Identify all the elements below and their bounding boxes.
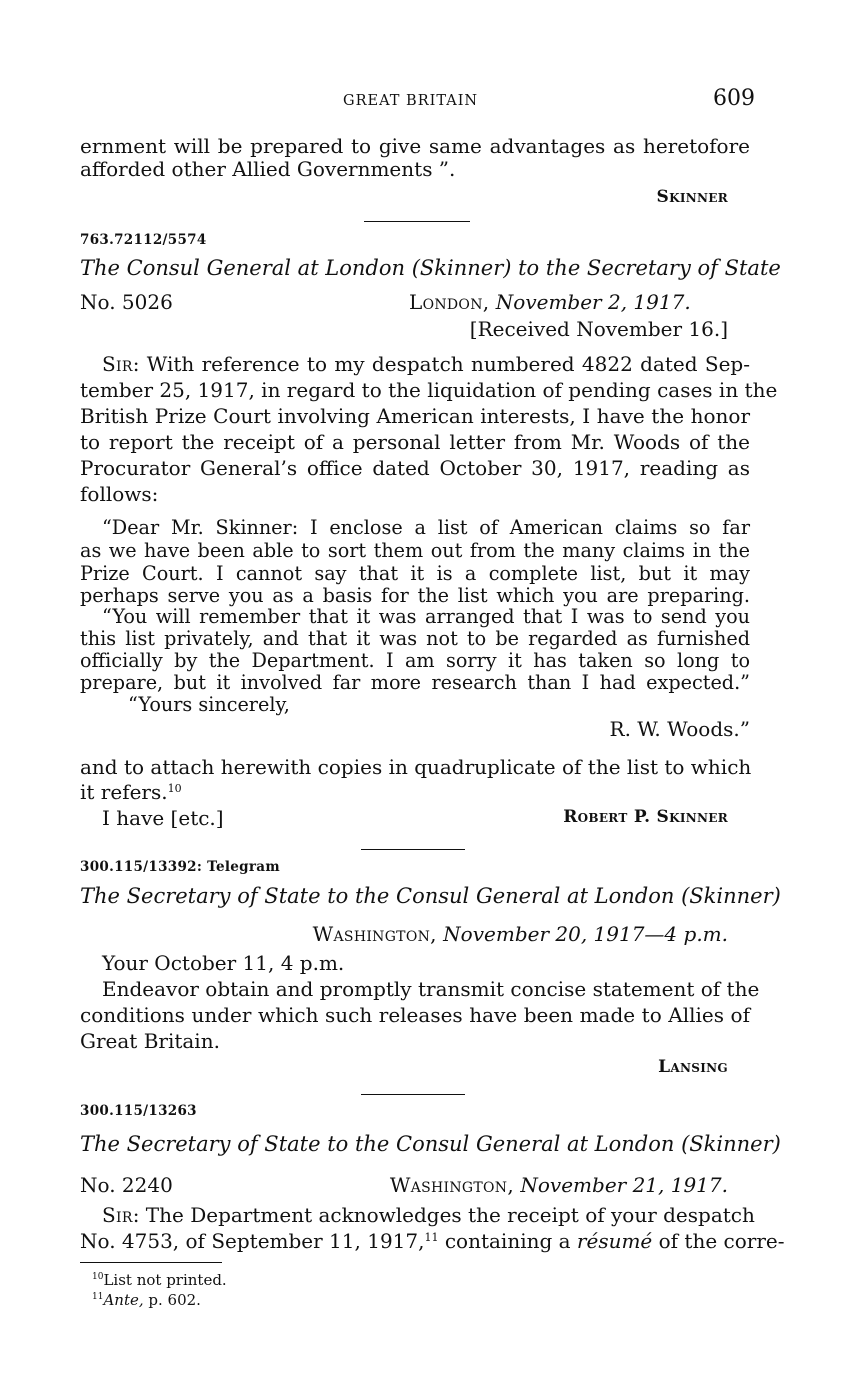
paragraph-text: No. 4753, of September 11, 1917, xyxy=(80,1229,425,1253)
document-heading: The Consul General at London (Skinner) to the Secretary of State xyxy=(80,256,781,280)
quote-line: as we have been able to sort them out from the many claims in the xyxy=(80,539,750,562)
document-heading: The Secretary of State to the Consul General at London (Skinner) xyxy=(80,1132,781,1156)
paragraph-text: of the corre- xyxy=(652,1229,785,1253)
footnote-mark: 10 xyxy=(92,1272,104,1282)
paragraph-line: to report the receipt of a personal letter from Mr. Woods of the xyxy=(80,430,750,454)
footnote-italic: Ante, xyxy=(103,1291,144,1309)
quote-line: “Yours sincerely, xyxy=(128,693,290,716)
paragraph-line: and to attach herewith copies in quadruplicate of the list to which xyxy=(80,755,752,779)
quote-line: “You will remember that it was arranged that I was to send you xyxy=(102,605,750,628)
dateline xyxy=(313,922,728,946)
dateline-date: November 21, 1917. xyxy=(520,1173,728,1197)
footnote-text: List not printed. xyxy=(103,1271,227,1289)
dateline-date: November 2, 1917. xyxy=(495,290,691,314)
signature: Skinner xyxy=(656,187,728,207)
footnote-text: p. 602. xyxy=(143,1291,201,1309)
file-number-suffix: : Telegram xyxy=(196,859,280,875)
quote-line: prepare, but it involved far more research than I had expected.” xyxy=(80,671,750,694)
closing-phrase: I have [etc.] xyxy=(102,806,224,830)
footnote-ref: 10 xyxy=(167,782,182,795)
file-number-text: 300.115/13392 xyxy=(80,859,197,875)
paragraph-line: Procurator General’s office dated October 30, 1917, reading as xyxy=(80,456,750,480)
paragraph-line: Endeavor obtain and promptly transmit concise statement of the xyxy=(102,977,760,1001)
telegram-reference: Your October 11, 4 p.m. xyxy=(102,951,345,975)
dateline-place: Washington, xyxy=(312,922,437,946)
running-head-title: GREAT BRITAIN xyxy=(343,93,479,109)
paragraph-line: follows: xyxy=(80,482,159,506)
footnote-rule xyxy=(80,1262,222,1263)
footnote-mark: 11 xyxy=(92,1292,104,1302)
despatch-number: No. 5026 xyxy=(80,290,173,314)
footnote xyxy=(92,1291,201,1309)
paragraph-line: conditions under which such releases have been made to Allies of xyxy=(80,1003,750,1027)
paragraph-line xyxy=(80,780,182,804)
file-number: 763.72112/5574 xyxy=(80,232,207,248)
document-heading: The Secretary of State to the Consul General at London (Skinner) xyxy=(80,884,781,908)
dateline xyxy=(409,290,691,314)
file-number: 300.115/13263 xyxy=(80,1103,197,1119)
dateline-place: London, xyxy=(409,290,490,314)
paragraph-italic: résumé xyxy=(576,1229,653,1253)
quote-line: Prize Court. I cannot say that it is a complete list, but it may xyxy=(80,562,750,585)
paragraph-line: tember 25, 1917, in regard to the liquidation of pending cases in the xyxy=(80,378,778,402)
text-line: ernment will be prepared to give same advantages as heretofore xyxy=(80,134,750,158)
received-note: [Received November 16.] xyxy=(469,317,728,341)
instruction-number: No. 2240 xyxy=(80,1173,173,1197)
quote-line: officially by the Department. I am sorry it has taken so long to xyxy=(80,649,750,672)
quote-line: perhaps serve you as a basis for the list which you are preparing. xyxy=(80,584,750,607)
salutation: Sir xyxy=(102,1203,133,1227)
paragraph-line: Sir: The Department acknowledges the receipt of your despatch xyxy=(102,1203,755,1227)
section-divider xyxy=(361,1094,465,1095)
paragraph-line xyxy=(80,1229,785,1253)
paragraph-text: containing a xyxy=(438,1229,577,1253)
signature: Lansing xyxy=(658,1057,728,1077)
quote-line: “Dear Mr. Skinner: I enclose a list of American claims so far xyxy=(102,516,750,539)
paragraph-line: British Prize Court involving American interests, I have the honor xyxy=(80,404,750,428)
section-divider xyxy=(364,221,470,222)
dateline-place: Washington, xyxy=(389,1173,515,1197)
quote-signature: R. W. Woods.” xyxy=(609,717,750,741)
signature: Robert P. Skinner xyxy=(563,807,728,827)
quote-line: this list privately, and that it was not to be regarded as furnished xyxy=(80,627,750,650)
dateline xyxy=(390,1173,728,1197)
text-line: afforded other Allied Governments ”. xyxy=(80,157,456,181)
dateline-date: November 20, 1917—4 p.m. xyxy=(443,922,728,946)
section-divider xyxy=(361,849,465,850)
paragraph-text: it refers. xyxy=(80,780,168,804)
file-number xyxy=(80,859,280,875)
footnote-ref: 11 xyxy=(424,1231,439,1244)
paragraph-line: Sir: With reference to my despatch numbered 4822 dated Sep- xyxy=(102,352,750,376)
salutation: Sir xyxy=(102,352,133,376)
page-number: 609 xyxy=(713,86,755,111)
paragraph-line: Great Britain. xyxy=(80,1029,220,1053)
footnote xyxy=(92,1271,227,1289)
